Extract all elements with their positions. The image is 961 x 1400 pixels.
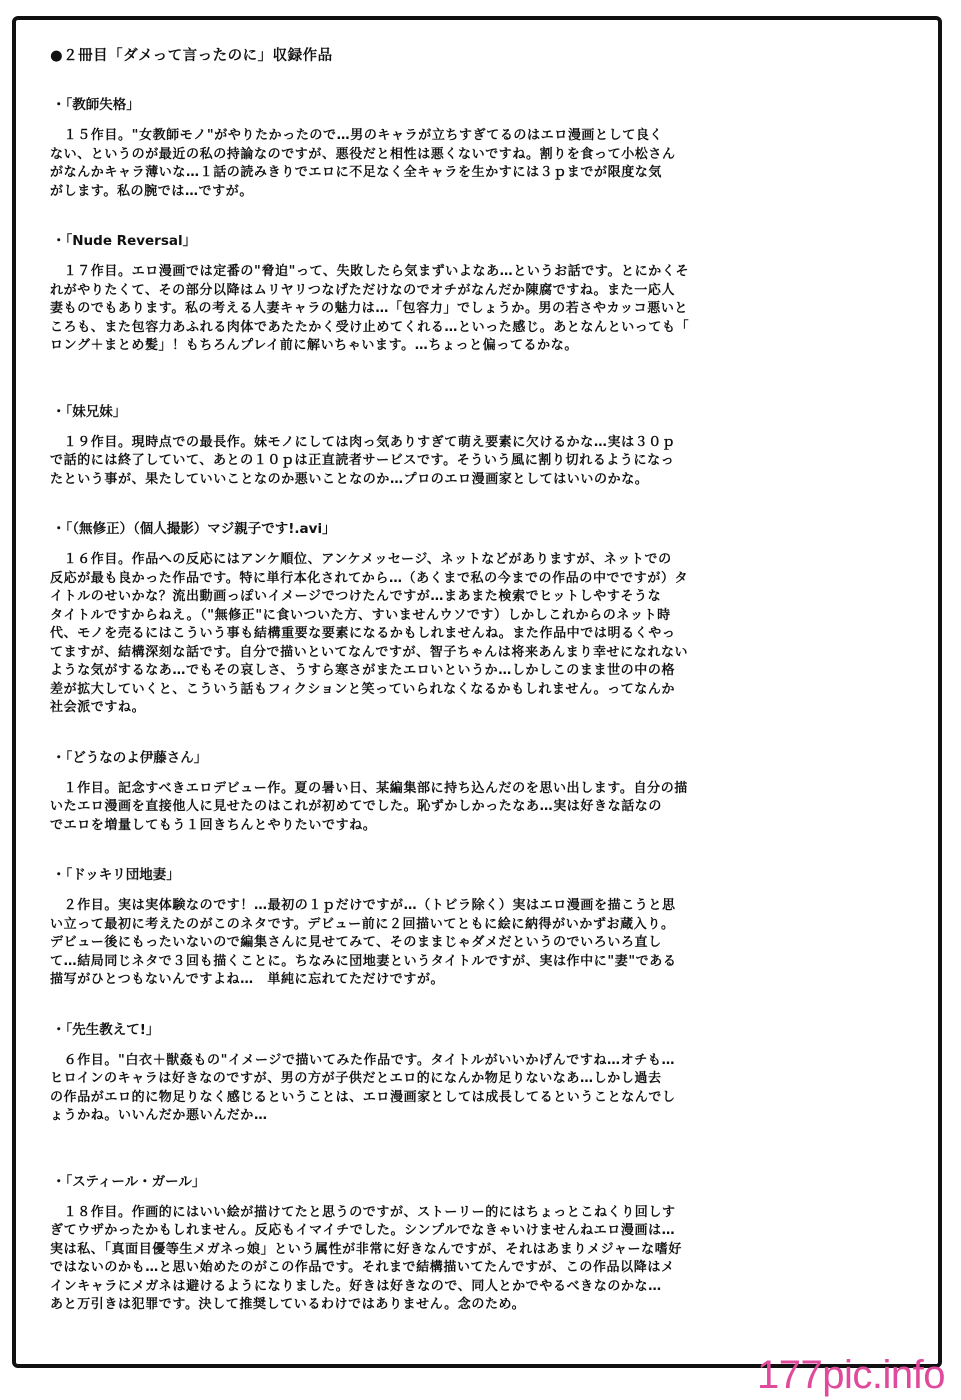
section-title: ・「Nude Reversal」 [52,233,197,249]
body-line: １５作目。"女教師モノ"がやりたかったので…男のキャラが立ちすぎてるのはエロ漫画として良く [50,128,664,143]
body-line: タイトルですからねえ。（"無修正"に食いついた方、すいませんウソです）しかしこれからのネット時 [50,607,671,623]
body-line: インキャラにメガネは避けるようになりました。好きは好きなので、同人とかでやるべきなのかな… [50,1278,662,1294]
body-line: い立って最初に考えたのがこのネタです。デビュー前に２回描いてともに絵に納得がいかずお蔵入り。 [50,916,675,932]
body-line: がします。私の腕では…ですが。 [50,183,253,199]
body-line: ６作目。"白衣＋獣姦もの"イメージで描いてみた作品です。タイトルがいいかげんですね…オチも… [50,1052,676,1068]
section-mai-kyodai [50,400,880,490]
section-body [50,263,880,356]
section-title: ・「ドッキリ団地妻」 [52,867,180,883]
section-body [50,551,880,718]
body-line: イトルのせいかな？流出動画っぽいイメージでつけたんですが…まあまた検索でヒットしやすそうな [50,589,662,604]
body-line: ような気がするなあ…でもその哀しさ、うすら寒さがまたエロいというか…しかしこのまま世の中の格 [50,663,676,678]
body-line: たという事が、果たしていいことなのか悪いことなのか…プロのエロ漫画家としてはいいのかな。 [50,471,649,487]
section-itou-san [50,746,880,836]
section-body [50,1052,880,1126]
body-line: がなんかキャラ薄いな…１話の読みきりでエロに不足なく全キャラを生かすには３ｐまでが限度な気 [50,165,663,180]
body-line: 描写がひとつもないんですよね… 単純に忘れてただけですが。 [50,972,445,987]
section-title: ・「スティール・ガール」 [52,1173,206,1190]
section-body [50,1204,880,1315]
body-line: ぎてウザかったかもしれません。反応もイマイチでした。シンプルでなきゃいけませんねエロ漫画は… [50,1223,676,1238]
section-body [50,897,880,990]
section-body [50,434,880,490]
section-sensei-oshiete [50,1018,880,1126]
body-line: ヒロインのキャラは好きなのですが、男の方が子供だとエロ的になんか物足りないなあ…しかし過去 [50,1071,662,1086]
body-line: １６作目。作品への反応にはアンケ順位、アンケメッセージ、ネットなどがありますが、ネットでの [50,552,672,567]
body-line: 妻ものでもあります。私の考える人妻キャラの魅力は…「包容力」でしょうか。男の若さやカッコ悪いと [50,301,689,316]
body-line: で話的には終了していて、あとの１０ｐは正直読者サービスです。そういう風に割り切れるようになっ [50,453,675,468]
section-nude-reversal [50,229,880,356]
section-title: ・「（無修正）（個人撮影）マジ親子です!.avi」 [52,521,336,537]
body-line: あと万引きは犯罪です。決して推奨しているわけではありません。念のため。 [50,1297,526,1312]
body-line: て…結局同じネタで３回も描くことに。ちなみに団地妻というタイトルですが、実は作中に"妻"である [50,953,677,969]
body-line: 反応が最も良かった作品です。特に単行本化されてから…（あくまで私の今までの作品の中でですが）タ [50,570,689,586]
body-line: 社会派ですね。 [50,700,146,715]
body-line: １８作目。作画的にはいい絵が描けてたと思うのですが、ストーリー的にはちょっとこねくり回しす [50,1204,676,1220]
body-line: 差が拡大していくと、こういう話もフィクションと笑っていられなくなるかもしれません。ってなんか [50,681,676,697]
section-title: ・「教師失格」 [52,97,140,113]
section-body [50,780,880,836]
body-line: ょうかね。いいんだか悪いんだか… [50,1108,268,1123]
section-kyoshi-shikkaku [50,93,880,201]
section-steel-girl [50,1170,880,1315]
body-line: ロング＋まとめ髪」！もちろんプレイ前に解いちゃいます。…ちょっと偏ってるかな。 [50,338,578,353]
section-maji-oyako [50,517,880,718]
body-line: ない、というのが最近の私の持論なのですが、悪役だと相性は悪くないですね。割りを食って小松さん [50,146,676,162]
body-line: ２作目。実は実体験なのです！…最初の１ｐだけですが…（トビラ除く）実はエロ漫画を描こうと思 [50,898,676,913]
section-dokkiri-danchizuma [50,863,880,990]
body-line: ではないのかも…と思い始めたのがこの作品です。それまで結構描いてたんですが、この作品以降はメ [50,1260,675,1275]
body-line: 実は私、「真面目優等生メガネっ娘」という属性が非常に好きなんですが、それはあまりメジャーな嗜好 [50,1241,682,1257]
document-body [50,44,880,1315]
body-line: １７作目。エロ漫画では定番の"脅迫"って、失敗したら気まずいよなあ…というお話です。とにかくそ [50,264,690,279]
body-line: １作目。記念すべきエロデビュー作。夏の暑い日、某編集部に持ち込んだのを思い出します。自分の描 [50,780,688,796]
body-line: 代、モノを売るにはこういう事も結構重要な要素になるかもしれませんね。また作品中では明るくやっ [50,626,676,641]
page-heading: ●２冊目「ダメって言ったのに」収録作品 [50,48,333,64]
body-line: れがやりたくて、その部分以降はムリヤリつなげただけなのでオチがなんだか陳腐ですね。また一応人 [50,282,676,298]
section-title: ・「先生教えて!」 [52,1021,160,1038]
body-line: でエロを増量してもう１回きちんとやりたいですね。 [50,817,377,833]
section-body [50,127,880,201]
body-line: デビュー後にもったいないので編集さんに見せてみて、そのままじゃダメだというのでいろいろ直し [50,935,662,950]
body-line: の作品がエロ的に物足りなく感じるということは、エロ漫画家としては成長してるということなんでし [50,1089,676,1105]
body-line: ころも、また包容力あふれる肉体であたたかく受け止めてくれる…といった感じ。あとなんといっても「 [50,319,690,335]
site-watermark: 177pic.info [757,1353,945,1397]
body-line: てますが、結構深刻な話です。自分で描いといてなんですが、智子ちゃんは将来あんまり幸せになれない [50,644,689,660]
body-line: １９作目。現時点での最長作。妹モノにしては肉っ気ありすぎて萌え要素に欠けるかな…実は３０ｐ [50,434,676,450]
section-title: ・「妹兄妹」 [52,403,127,420]
section-title: ・「どうなのよ伊藤さん」 [52,749,208,766]
body-line: いたエロ漫画を直接他人に見せたのはこれが初めてでした。恥ずかしかったなあ…実は好きな話なの [50,799,663,814]
